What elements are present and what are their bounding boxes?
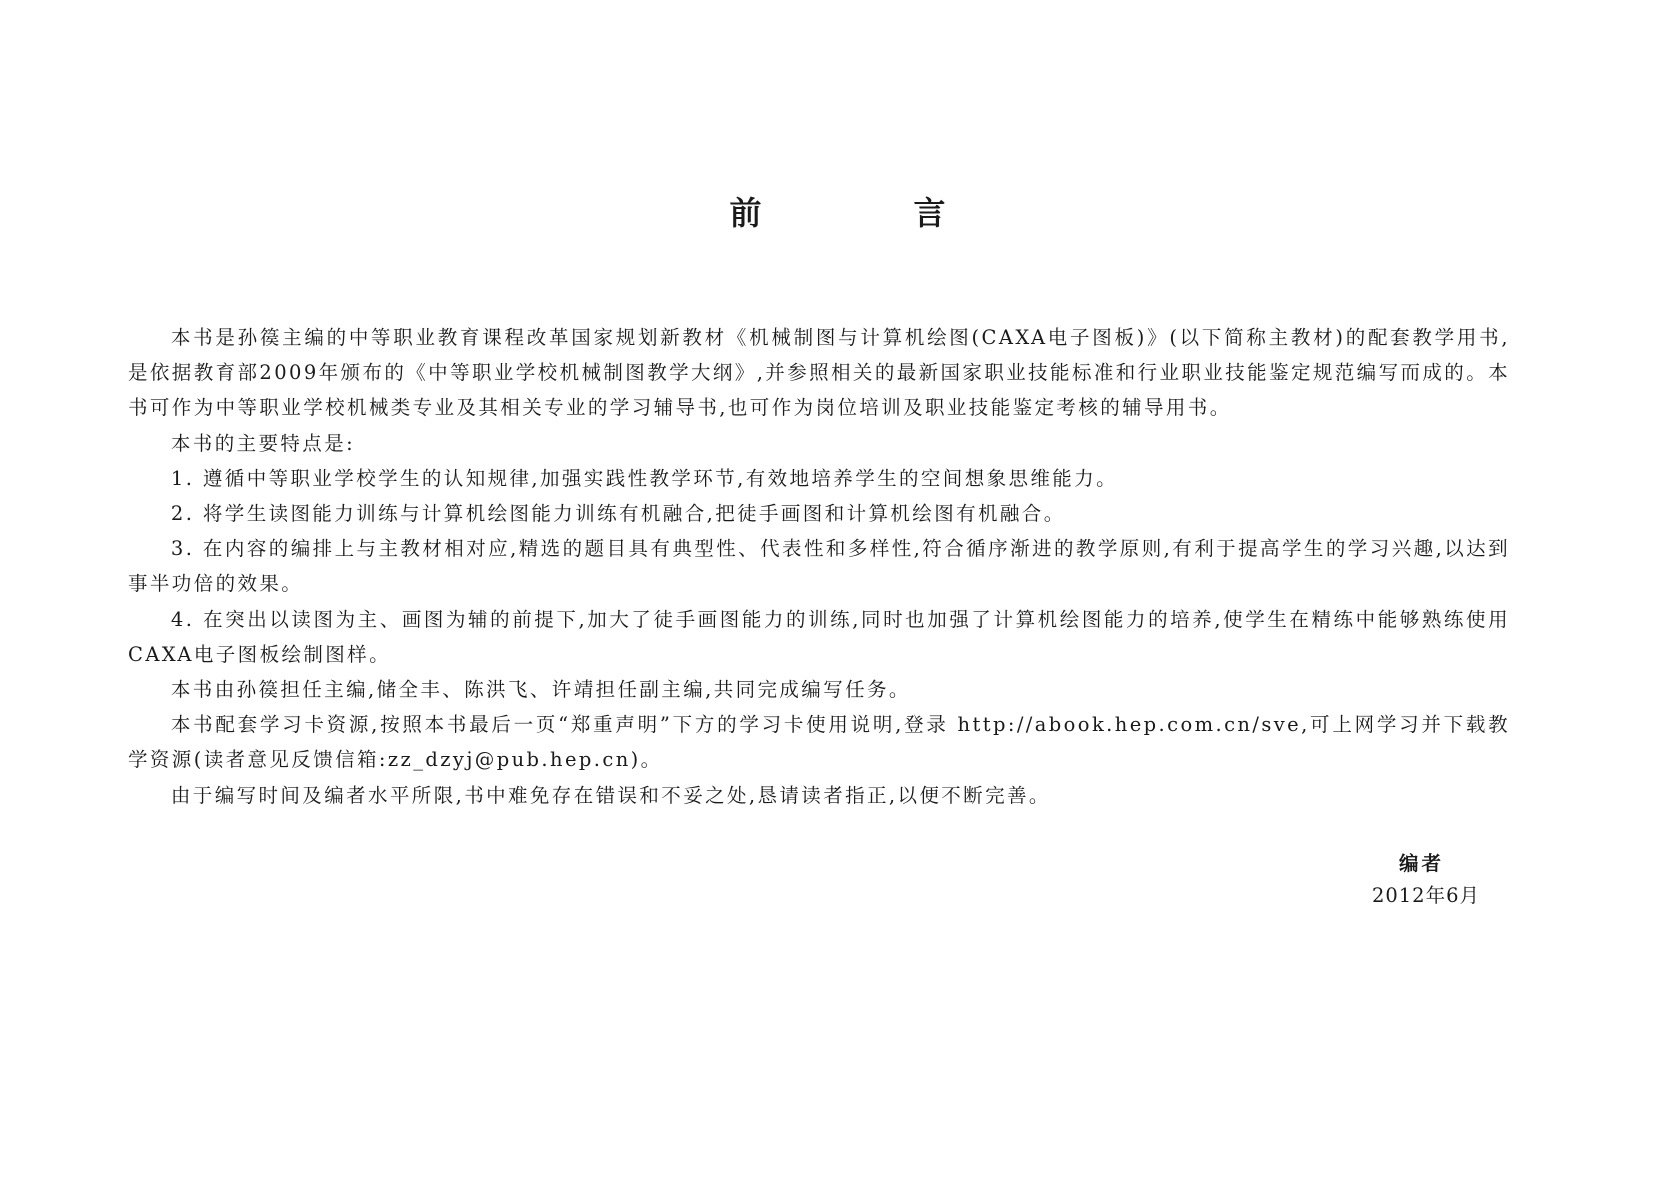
page-title: 前 言	[729, 194, 1006, 232]
paragraph-feature-3: 3. 在内容的编排上与主教材相对应,精选的题目具有典型性、代表性和多样性,符合循序渐进的教学原则,有利于提高学生的学习兴趣,以达到事半功倍的效果。	[128, 537, 1510, 596]
paragraph-closing: 由于编写时间及编者水平所限,书中难免存在错误和不妥之处,恳请读者指正,以便不断完善。	[170, 783, 1051, 807]
signature-author: 编者	[1398, 852, 1444, 875]
paragraph-feature-2: 2. 将学生读图能力训练与计算机绘图能力训练有机融合,把徒手画图和计算机绘图有机融合。	[170, 502, 1066, 526]
signature-date: 2012年6月	[1371, 884, 1480, 907]
paragraph-feature-1: 1. 遵循中等职业学校学生的认知规律,加强实践性教学环节,有效地培养学生的空间想象思维能力。	[170, 466, 1118, 490]
paragraph-intro: 本书是孙篌主编的中等职业教育课程改革国家规划新教材《机械制图与计算机绘图(CAXA电子图板)》(以下简称主教材)的配套教学用书,是依据教育部2009年颁布的《中等职业学校机械制图教学大纲》,并参照相关的最新国家职业技能标准和行业职业技能鉴定规范编写而成的。本书可作为中等职业学校机械类专业及其相关专业的学习辅导书,也可作为岗位培训及职业技能鉴定考核的辅导用书。	[128, 326, 1510, 420]
signature-block	[1300, 848, 1480, 912]
paragraph-features-heading: 本书的主要特点是:	[170, 431, 356, 455]
paragraph-feature-4: 4. 在突出以读图为主、画图为辅的前提下,加大了徒手画图能力的训练,同时也加强了计算机绘图能力的培养,使学生在精练中能够熟练使用CAXA电子图板绘制图样。	[128, 607, 1510, 666]
preface-body	[128, 320, 1510, 813]
paragraph-editors: 本书由孙篌担任主编,储全丰、陈洪飞、许靖担任副主编,共同完成编写任务。	[170, 678, 911, 702]
paragraph-resources: 本书配套学习卡资源,按照本书最后一页“郑重声明”下方的学习卡使用说明,登录 http://abook.hep.com.cn/sve,可上网学习并下载教学资源(读者意见反馈信箱:zz_dzyj@pub.hep.cn)。	[128, 713, 1510, 772]
